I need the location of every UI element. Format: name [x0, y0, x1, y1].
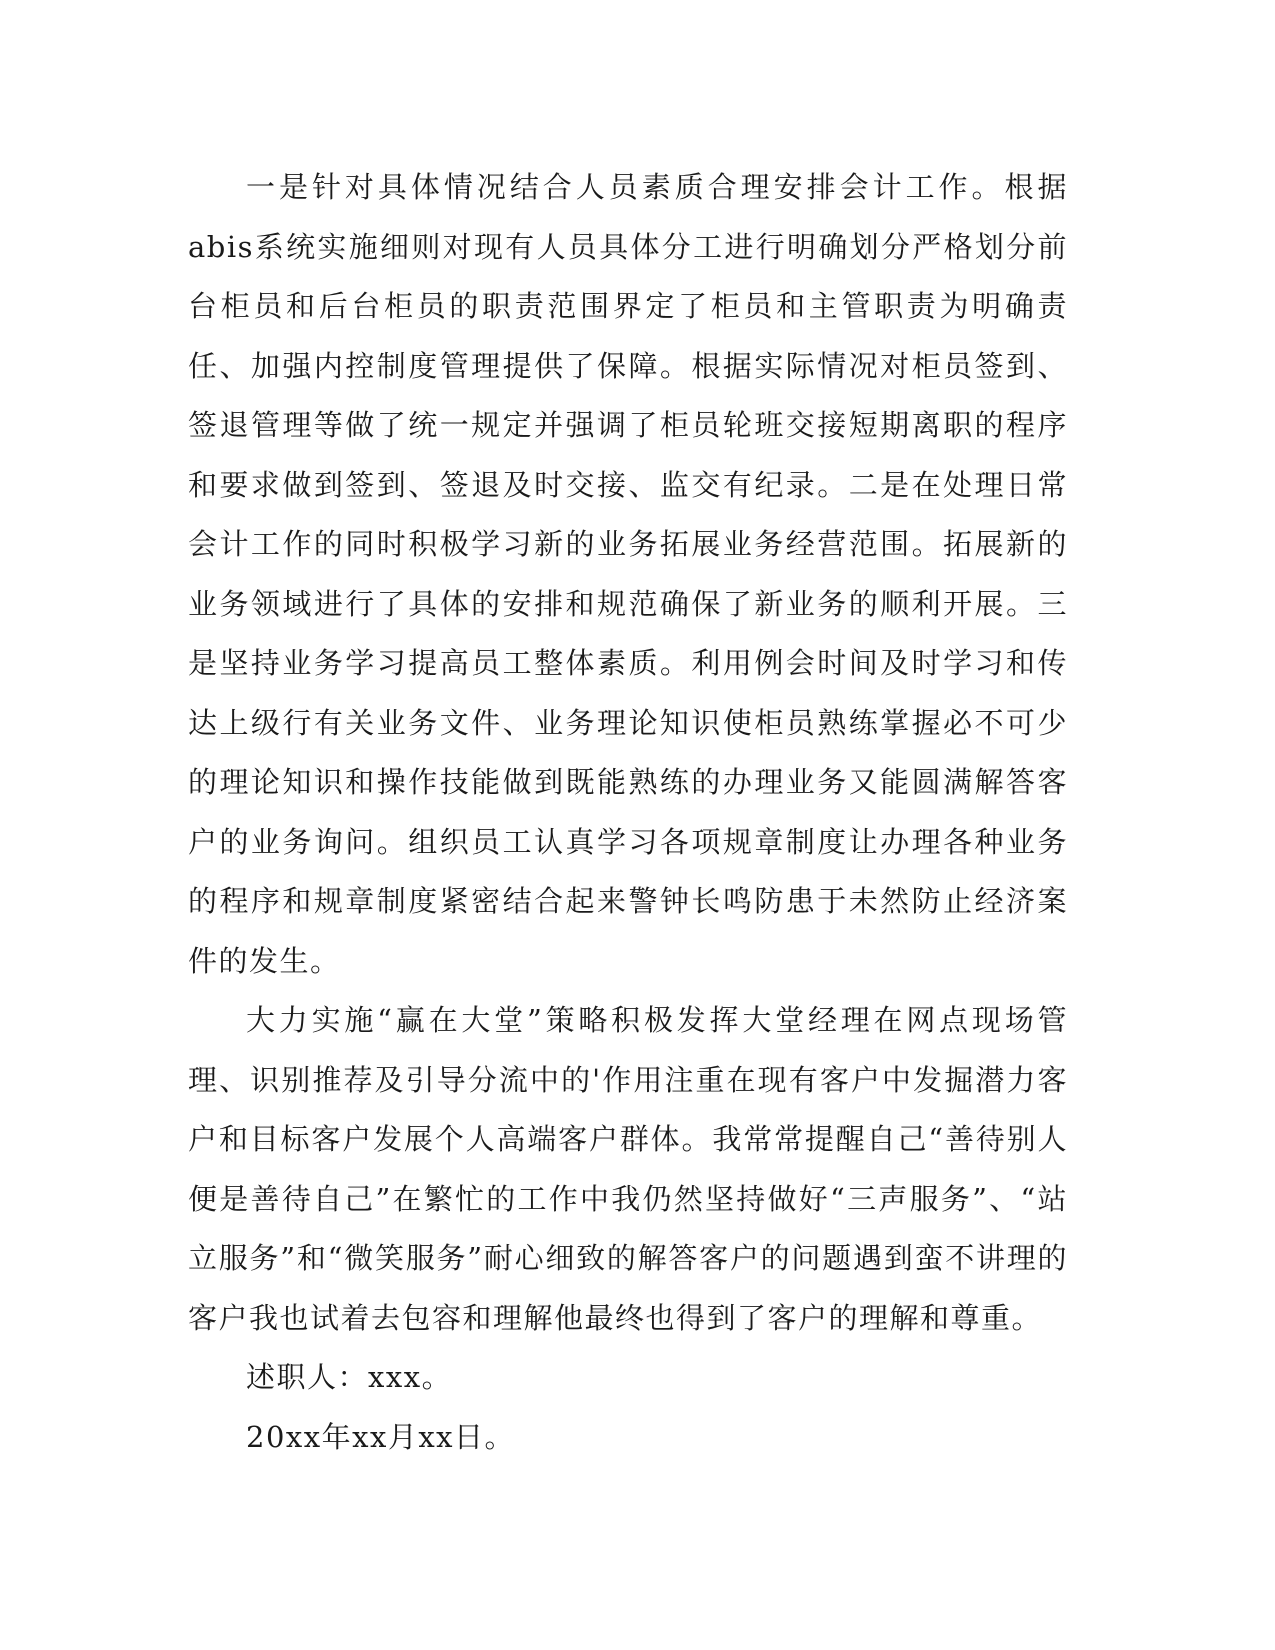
paragraph-work-arrangement: 一是针对具体情况结合人员素质合理安排会计工作。根据abis系统实施细则对现有人员具体分工进行明确划分严格划分前台柜员和后台柜员的职责范围界定了柜员和主管职责为明确责任、加强内控制度管理提供了保障。根据实际情况对柜员签到、签退管理等做了统一规定并强调了柜员轮班交接短期离职的程序和要求做到签到、签退及时交接、监交有纪录。二是在处理日常会计工作的同时积极学习新的业务拓展业务经营范围。拓展新的业务领域进行了具体的安排和规范确保了新业务的顺利开展。三是坚持业务学习提高员工整体素质。利用例会时间及时学习和传达上级行有关业务文件、业务理论知识使柜员熟练掌握必不可少的理论知识和操作技能做到既能熟练的办理业务又能圆满解答客户的业务询问。组织员工认真学习各项规章制度让办理各种业务的程序和规章制度紧密结合起来警钟长鸣防患于未然防止经济案件的发生。 — [188, 170, 1068, 978]
signature-line: 述职人：xxx。 — [246, 1360, 453, 1394]
date-line: 20xx年xx月xx日。 — [246, 1419, 516, 1454]
document-body — [188, 158, 1068, 1467]
paragraph-lobby-strategy: 大力实施“赢在大堂”策略积极发挥大堂经理在网点现场管理、识别推荐及引导分流中的'作用注重在现有客户中发掘潜力客户和目标客户发展个人高端客户群体。我常常提醒自己“善待别人便是善待自己”在繁忙的工作中我仍然坚持做好“三声服务”、“站立服务”和“微笑服务”耐心细致的解答客户的问题遇到蛮不讲理的客户我也试着去包容和理解他最终也得到了客户的理解和尊重。 — [188, 1003, 1068, 1335]
